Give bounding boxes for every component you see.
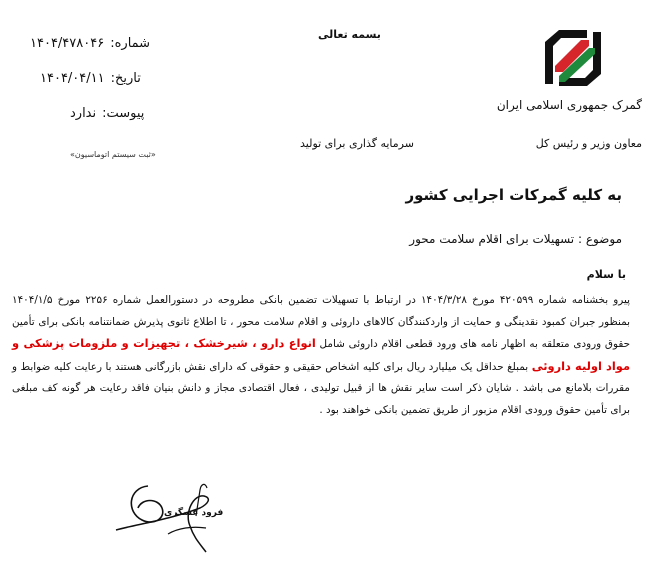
body-text-part2: بمبلغ حداقل یک میلیارد ریال برای کلیه اشخاص حقیقی و حقوقی که دارای نقش بازرگانی هستند با رعایت کلیه ضوابط و مقررات بلامانع می باشد . شایان ذکر است سایر نقش ها از قبیل تولیدی ، فعال اقتصادی مجاز و دانش بنیان فاقد رعایت هر گونه کف مبلغی برای تأمین حقوق ورودی اقلام مزبور از طریق تضمین بانکی خواهند بود . — [12, 360, 630, 416]
subject-line: موضوع : تسهیلات برای اقلام سلامت محور — [409, 232, 622, 246]
letter-date-value: ۱۴۰۴/۰۴/۱۱ — [40, 71, 105, 86]
deputy-title: معاون وزیر و رئیس کل — [535, 137, 642, 150]
customs-logo-icon — [541, 26, 605, 90]
letter-body — [12, 290, 630, 421]
signatory-name: فرود عسگری — [164, 508, 224, 518]
attachment-label: پیوست: — [102, 106, 145, 121]
letter-date-label: تاریخ: — [110, 71, 141, 86]
body-text-part1: پیرو بخشنامه شماره ۴۲۰۵۹۹ مورخ ۱۴۰۴/۳/۲۸ در ارتباط با تسهیلات تضمین بانکی مطروحه در دستورالعمل شماره ۲۲۵۶ مورخ ۱۴۰۴/۱/۵ بمنظور جبران کمبود نقدینگی و حمایت از واردکنندگان کالاهای داروئی و اقلام سلامت محور ، تا اطلاع ثانوی پذیرش ضمانتنامه بانکی برای تأمین حقوق ورودی متعلقه به اظهار نامه های ورود قطعی اقلام داروئی شامل — [12, 294, 631, 350]
letter-date-row — [40, 71, 141, 86]
letter-number-label: شماره: — [110, 36, 151, 51]
organization-name: گمرک جمهوری اسلامی ایران — [496, 98, 642, 112]
slogan-subtitle: سرمایه گذاری برای تولید — [300, 137, 414, 150]
body-highlight: انواع دارو ، شیرخشک ، تجهیزات و ملزومات پزشکی و مواد اولیه داروئی — [12, 336, 630, 373]
automation-stamp: «ثبت سیستم اتوماسیون» — [70, 150, 156, 159]
attachment-row — [70, 106, 144, 121]
addressee-line: به کلیه گمرکات اجرایی کشور — [405, 186, 622, 204]
letter-number-row — [30, 36, 150, 51]
bismillah-heading: بسمه تعالی — [318, 28, 381, 41]
attachment-value: ندارد — [70, 106, 97, 121]
letter-number-value: ۱۴۰۴/۴۷۸۰۴۶ — [30, 36, 105, 51]
greeting-line: با سلام — [586, 268, 626, 281]
